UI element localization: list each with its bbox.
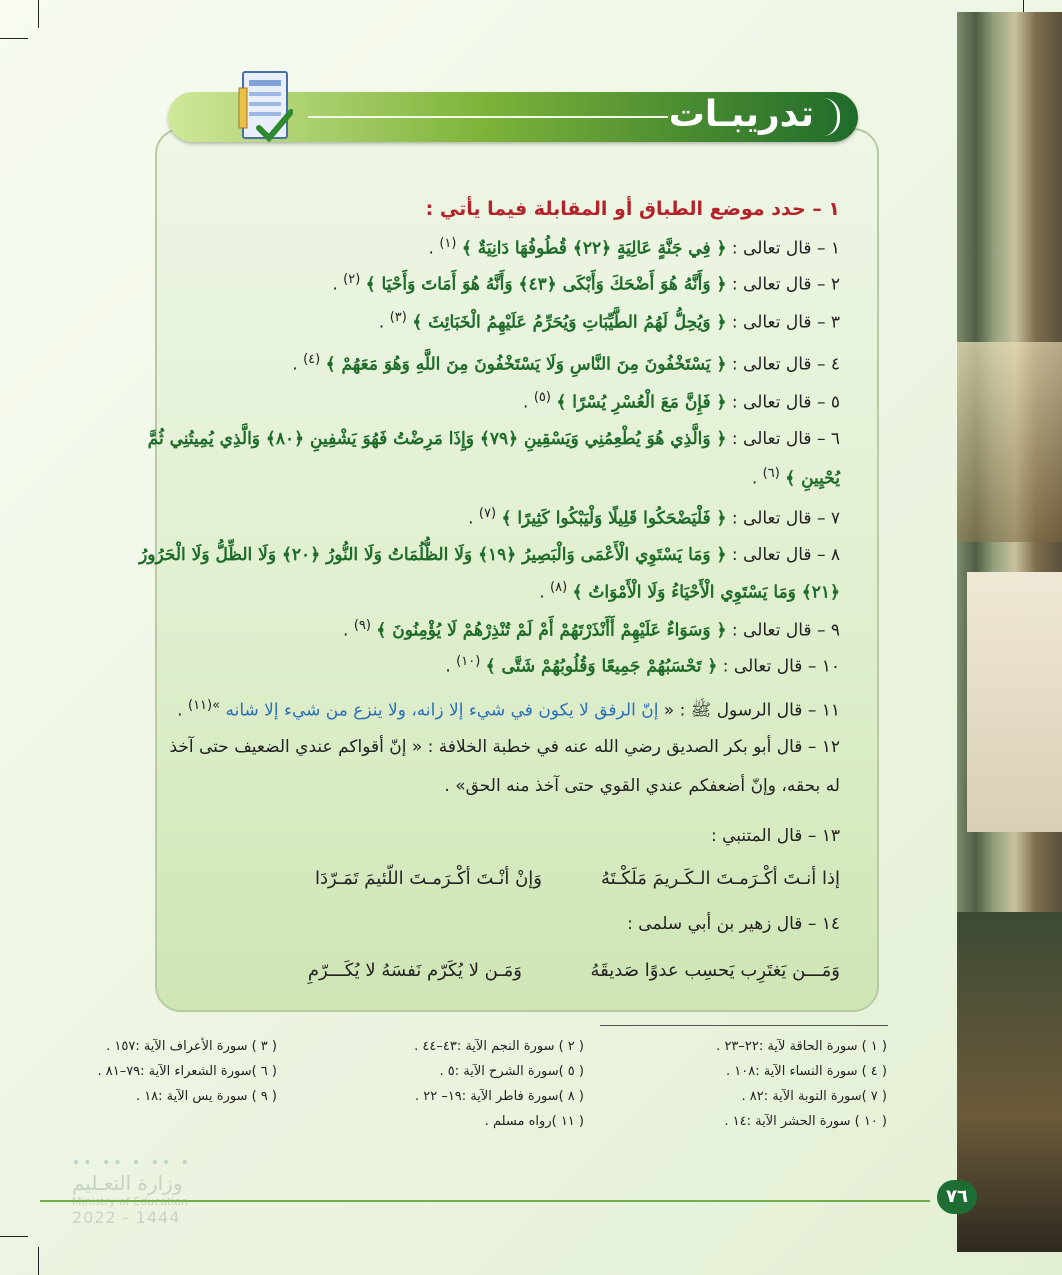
quran-verse: ﴿ فَلْيَضْحَكُوا قَلِيلًا وَلْيَبْكُوا كَثِيرًا ﴾ [501,508,727,529]
verse-item-prefix: ٧ – قال تعالى : [731,508,840,529]
quran-verse: ﴿ وَأَنَّهُ هُوَ أَضْحَكَ وَأَبْكَى ﴿٤٣﴾ وَأَنَّهُ هُوَ أَمَاتَ وَأَحْيَا ﴾ [365,274,727,295]
verse-end: . [539,582,545,603]
footnote: ( ١١ )رواه مسلم . [484,1114,584,1129]
quran-verse: ﴿ يَسْتَخْفُونَ مِنَ النَّاسِ وَلَا يَسْتَخْفُونَ مِنَ اللَّهِ وَهُوَ مَعَهُمْ ﴾ [325,354,727,375]
verse-item [468,506,840,529]
verse-item-continuation [752,466,840,489]
verse-note: (٥) [533,390,551,405]
checklist-icon [237,70,293,146]
verse-item-prefix: ٢ – قال تعالى : [731,274,840,295]
bottom-rule [40,1200,930,1202]
quran-verse: ﴿ فَإِنَّ مَعَ الْعُسْرِ يُسْرًا ﴾ [556,392,727,413]
verse-item [139,544,840,565]
item-14-hemistich-1: وَمَـــن يَغتَرِب يَحسِب عدوًا صَديقَهُ [590,960,840,981]
verse-item-prefix: ٦ – قال تعالى : [731,429,840,449]
verse-item-prefix: ١٠ – قال تعالى : [722,656,840,677]
item-13-hemistich-1: إذا أنـتَ أكْـرَمـتَ الـكَـريمَ مَلَكْـتَهُ [600,868,840,889]
footnote: ( ٧ )سورة التوبة الآية :٨٢ . [741,1089,887,1104]
verse-item [429,236,841,259]
quran-verse: ﴿٢١﴾ وَمَا يَسْتَوِي الْأَحْيَاءُ وَلَا الْأَمْوَاتُ ﴾ [572,582,840,603]
item-11-prefix: ١١ – قال الرسول ﷺ : « [663,700,840,721]
fountain-pen-image [957,342,1062,542]
item-11-end: . [177,700,183,721]
verse-note: (٨) [550,580,568,595]
item-13-hemistich-2: وَإنْ أنْـتَ أكْـرَمـتَ اللّئيمَ تَمَـرّدَا [314,868,542,889]
verse-note: (٧) [478,506,497,521]
verse-end: . [523,392,529,413]
verse-item-prefix: ١ – قال تعالى : [731,238,840,259]
crop-mark [38,0,39,28]
footnote: ( ١٠ ) سورة الحشر الآية :١٤ . [724,1114,887,1129]
quran-verse: ﴿ وَمَا يَسْتَوِي الْأَعْمَى وَالْبَصِيرُ ﴿١٩﴾ وَلَا الظُّلُمَاتُ وَلَا النُّورُ ﴿٢٠﴾ وَلَا الظِّلُّ وَلَا الْحَرُورُ [139,545,727,565]
verse-item [332,272,840,295]
verse-note: (٢) [343,272,361,287]
verse-item [292,352,840,375]
verse-item-prefix: ٤ – قال تعالى : [731,354,840,375]
quran-verse: ﴿ وَالَّذِي هُوَ يُطْعِمُنِي وَيَسْقِينِ ﴿٧٩﴾ وَإِذَا مَرِضْتُ فَهُوَ يَشْفِينِ ﴿٨٠﴾ وَالَّذِي يُمِيتُنِي ثُمَّ [147,429,727,449]
footnote-rule [600,1025,888,1026]
verse-item [445,654,840,677]
verse-item-prefix: ٣ – قال تعالى : [731,312,840,333]
verse-end: . [292,354,298,375]
verse-note: (٩) [353,618,371,633]
quran-verse: ﴿ وَسَوَاءٌ عَلَيْهِمْ أَأَنْذَرْتَهُمْ أَمْ لَمْ تُنْذِرْهُمْ لَا يُؤْمِنُونَ ﴾ [376,620,727,641]
quran-verse: ﴿ فِي جَنَّةٍ عَالِيَةٍ ﴿٢٢﴾ قُطُوفُهَا دَانِيَةٌ ﴾ [461,238,727,259]
title-notch [823,98,840,136]
footnote: ( ٥ )سورة الشرح الآية :٥ . [439,1064,584,1079]
verse-end: . [445,656,451,677]
verse-note: (٤) [303,352,321,367]
item-13-heading: ١٣ – قال المتنبي : [710,826,840,846]
footnote: ( ٣ ) سورة الأعراف الآية :١٥٧ . [106,1039,277,1054]
verse-item [343,618,840,641]
footnote: ( ٦ )سورة الشعراء الآية :٧٩–٨١ . [97,1064,277,1079]
item-12-line-2: له بحقه، وإنّ أضعفكم عندي القوي حتى آخذ منه الحق» . [444,776,840,796]
crop-mark [0,38,28,39]
verse-end: . [378,312,385,333]
verse-end: . [343,620,349,641]
verse-end: . [468,508,474,529]
footnote: ( ٢ ) سورة النجم الآية :٤٣–٤٤ . [414,1039,584,1054]
item-11-note: »(١١) [187,698,221,713]
title-rule [308,116,668,118]
ministry-year: 2022 - 1444 [72,1208,181,1227]
page-number: ٧٦ [937,1180,977,1214]
question-heading: ١ – حدد موضع الطباق أو المقابلة فيما يأتي : [425,198,840,220]
paper-image [967,572,1062,832]
verse-note: (٦) [762,466,780,481]
quran-verse: ﴿ تَحْسَبُهُمْ جَمِيعًا وَقُلُوبُهُمْ شَتَّى ﴾ [485,656,718,677]
verse-item-prefix: ٩ – قال تعالى : [731,620,840,641]
section-title: تدريبـات [668,94,814,135]
verse-item [148,428,840,449]
verse-item [379,310,840,333]
verse-note: (١) [439,236,457,251]
ministry-watermark [72,1155,222,1227]
crop-mark [0,1236,28,1237]
ministry-logo-dots: •• •• • •• • [72,1155,192,1171]
item-11-hadith: إنّ الرفق لا يكون في شيء إلا زانه، ولا ينزع من شيء إلا شانه [225,700,659,721]
footnote: ( ١ ) سورة الحاقة لآية :٢٢–٢٣ . [716,1039,887,1054]
decorative-side-photo [957,12,1062,1252]
crop-mark [38,1247,39,1275]
footnote: ( ٤ ) سورة النساء الآية :١٠٨ . [725,1064,887,1079]
verse-item [523,390,840,413]
verse-note: (٣) [389,310,407,325]
verse-end: . [751,468,758,489]
ministry-name-ar: وزارة التعـليم [72,1171,183,1195]
verse-end: . [332,274,338,295]
footnote: ( ٨ )سورة فاطر الآية :١٩– ٢٢ . [414,1089,584,1104]
verse-item-prefix: ٨ – قال تعالى : [731,545,840,565]
item-12-line-1: ١٢ – قال أبو بكر الصديق رضي الله عنه في خطبة الخلافة : « إنّ أقواكم عندي الضعيف حتى آخذ [169,737,840,757]
item-11 [177,698,840,725]
quran-verse: يُحْيِينِ ﴾ [785,468,840,489]
verse-item-prefix: ٥ – قال تعالى : [731,392,840,413]
footnote: ( ٩ ) سورة يس الآية :١٨ . [135,1089,277,1104]
item-14-heading: ١٤ – قال زهير بن أبي سلمى : [627,914,840,934]
item-14-hemistich-2: وَمَـن لا يُكَرّم نَفسَهُ لا يُكَـــرّمِ [307,960,522,981]
verse-note: (١٠) [456,654,481,669]
verse-item-continuation [539,580,840,603]
quran-verse: ﴿ وَيُحِلُّ لَهُمُ الطَّيِّبَاتِ وَيُحَرِّمُ عَلَيْهِمُ الْخَبَائِثَ ﴾ [412,312,727,333]
verse-end: . [428,238,434,259]
